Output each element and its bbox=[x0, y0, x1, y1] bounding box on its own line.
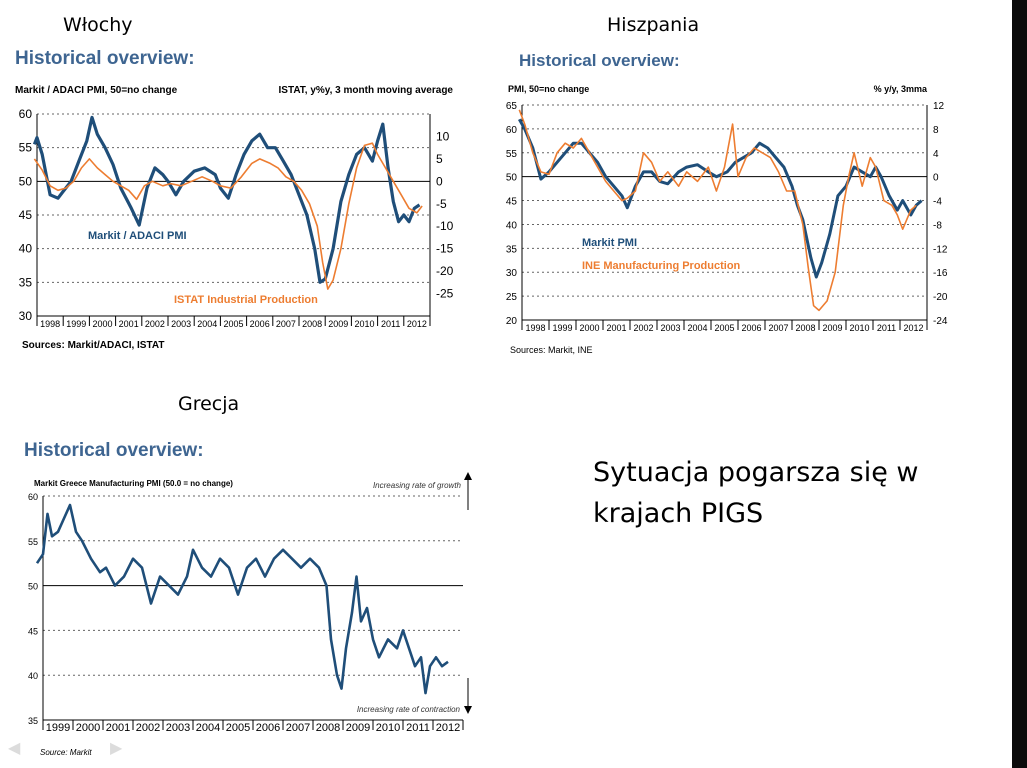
x-tick-label: 2009 bbox=[328, 319, 349, 329]
chart-source: Sources: Markit/ADACI, ISTAT bbox=[22, 340, 165, 351]
y-tick-label: 60 bbox=[27, 492, 38, 502]
x-tick-label: 2009 bbox=[345, 722, 371, 734]
annotation-growth: Increasing rate of growth bbox=[372, 481, 461, 490]
series-label-pmi: Markit PMI bbox=[582, 237, 638, 249]
x-tick-label: 2007 bbox=[768, 323, 789, 333]
x-tick-label: 2006 bbox=[741, 323, 762, 333]
y-tick-label: 60 bbox=[505, 124, 517, 136]
x-tick-label: 2003 bbox=[171, 319, 192, 329]
x-tick-label: 2001 bbox=[606, 323, 627, 333]
series-line-pmi bbox=[519, 119, 921, 277]
x-tick-label: 2010 bbox=[375, 722, 401, 734]
y2-tick-label: -16 bbox=[933, 268, 948, 280]
x-tick-label: 2000 bbox=[579, 323, 600, 333]
x-tick-label: 2004 bbox=[687, 323, 708, 333]
chart-title: Historical overview: bbox=[519, 51, 680, 70]
chart-italy bbox=[10, 40, 462, 358]
left-axis-label: Markit Greece Manufacturing PMI (50.0 = no change) bbox=[34, 479, 233, 488]
series-label-pmi: Markit / ADACI PMI bbox=[88, 230, 187, 242]
chart-title: Historical overview: bbox=[24, 440, 204, 461]
summary-line-1: Sytuacja pogarsza się w bbox=[593, 457, 919, 488]
x-tick-label: 2002 bbox=[144, 319, 165, 329]
x-tick-label: 2012 bbox=[435, 722, 461, 734]
series-label-production: ISTAT Industrial Production bbox=[174, 294, 318, 306]
y2-tick-label: 10 bbox=[436, 129, 450, 144]
chart-title: Historical overview: bbox=[15, 48, 195, 69]
y2-tick-label: -5 bbox=[436, 196, 447, 211]
y-tick-label: 45 bbox=[18, 208, 32, 222]
chart-source: Source: Markit bbox=[40, 748, 92, 757]
series-line-production bbox=[34, 143, 422, 289]
y-tick-label: 50 bbox=[505, 172, 517, 184]
y2-tick-label: 12 bbox=[933, 101, 945, 112]
y-tick-label: 35 bbox=[27, 716, 38, 726]
y-tick-label: 65 bbox=[505, 101, 517, 112]
x-tick-label: 2008 bbox=[795, 323, 816, 333]
label-italy: Włochy bbox=[63, 14, 133, 36]
y-tick-label: 45 bbox=[27, 626, 38, 637]
chart-panel-spain bbox=[502, 44, 952, 362]
y-tick-label: 30 bbox=[505, 268, 517, 280]
arrow-right-icon[interactable]: ▶ bbox=[110, 740, 123, 757]
x-tick-label: 2005 bbox=[225, 722, 251, 734]
x-tick-label: 2006 bbox=[255, 722, 281, 734]
y-tick-label: 40 bbox=[505, 220, 517, 232]
y-tick-label: 55 bbox=[27, 536, 38, 547]
arrow-down-icon bbox=[464, 706, 472, 714]
annotation-contraction: Increasing rate of contraction bbox=[356, 705, 460, 714]
y-tick-label: 20 bbox=[505, 316, 517, 327]
y2-tick-label: -20 bbox=[436, 264, 454, 279]
y2-tick-label: 0 bbox=[933, 172, 939, 184]
y-tick-label: 35 bbox=[18, 275, 32, 290]
y2-tick-label: -12 bbox=[933, 244, 948, 256]
x-tick-label: 2011 bbox=[381, 319, 401, 329]
y-tick-label: 50 bbox=[18, 174, 32, 189]
y-tick-label: 45 bbox=[505, 196, 517, 208]
x-tick-label: 2010 bbox=[849, 323, 870, 333]
x-tick-label: 1998 bbox=[40, 319, 61, 329]
label-greece: Grecja bbox=[178, 393, 240, 415]
y2-tick-label: -15 bbox=[436, 241, 454, 256]
left-axis-label: Markit / ADACI PMI, 50=no change bbox=[15, 85, 178, 96]
x-tick-label: 2010 bbox=[354, 319, 375, 329]
x-tick-label: 2004 bbox=[195, 722, 221, 734]
left-axis-label: PMI, 50=no change bbox=[508, 84, 590, 94]
chart-panel-greece bbox=[20, 432, 482, 764]
x-tick-label: 2007 bbox=[275, 319, 296, 329]
x-tick-label: 1998 bbox=[525, 323, 546, 333]
y2-tick-label: -10 bbox=[436, 219, 454, 234]
x-tick-label: 1999 bbox=[45, 722, 71, 734]
arrow-left-icon[interactable]: ◀ bbox=[8, 740, 21, 757]
y-tick-label: 55 bbox=[505, 148, 517, 160]
x-tick-label: 2007 bbox=[285, 722, 311, 734]
x-tick-label: 2001 bbox=[118, 319, 139, 329]
x-tick-label: 2002 bbox=[633, 323, 654, 333]
y-tick-label: 55 bbox=[18, 140, 32, 155]
x-tick-label: 2005 bbox=[714, 323, 735, 333]
y2-tick-label: 8 bbox=[933, 124, 939, 136]
y2-tick-label: -8 bbox=[933, 220, 942, 232]
y-tick-label: 40 bbox=[27, 671, 38, 682]
x-tick-label: 2011 bbox=[876, 323, 897, 333]
series-line-pmi bbox=[37, 505, 448, 693]
summary-text bbox=[593, 452, 993, 534]
x-tick-label: 2000 bbox=[75, 722, 101, 734]
x-tick-label: 1999 bbox=[552, 323, 573, 333]
summary-line-2: krajach PIGS bbox=[593, 498, 764, 529]
y2-tick-label: -24 bbox=[933, 316, 948, 327]
chart-source: Sources: Markit, INE bbox=[510, 345, 593, 355]
x-tick-label: 2003 bbox=[660, 323, 681, 333]
x-tick-label: 2011 bbox=[406, 722, 430, 734]
y2-tick-label: 0 bbox=[436, 174, 443, 189]
y2-tick-label: -25 bbox=[436, 286, 454, 301]
x-tick-label: 2001 bbox=[105, 722, 131, 734]
right-axis-label: % y/y, 3mma bbox=[873, 84, 927, 94]
x-tick-label: 1999 bbox=[66, 319, 87, 329]
y-tick-label: 50 bbox=[27, 581, 38, 592]
y-tick-label: 30 bbox=[18, 309, 32, 323]
x-tick-label: 2005 bbox=[223, 319, 244, 329]
y-tick-label: 60 bbox=[18, 107, 32, 121]
label-spain: Hiszpania bbox=[607, 14, 700, 36]
y2-tick-label: 4 bbox=[933, 148, 939, 160]
x-tick-label: 2009 bbox=[822, 323, 843, 333]
x-tick-label: 2012 bbox=[903, 323, 924, 333]
y-tick-label: 35 bbox=[505, 244, 517, 256]
y2-tick-label: -4 bbox=[933, 196, 942, 208]
chart-greece bbox=[20, 432, 482, 764]
chart-panel-italy bbox=[10, 40, 462, 358]
arrow-up-icon bbox=[464, 472, 472, 480]
window-edge bbox=[1012, 0, 1027, 768]
x-tick-label: 2003 bbox=[165, 722, 191, 734]
y-tick-label: 40 bbox=[18, 241, 32, 256]
x-tick-label: 2004 bbox=[197, 319, 218, 329]
right-axis-label: ISTAT, y%y, 3 month moving average bbox=[278, 85, 453, 96]
x-tick-label: 2006 bbox=[249, 319, 270, 329]
x-tick-label: 2000 bbox=[92, 319, 113, 329]
series-line-production bbox=[519, 110, 916, 311]
series-label-production: INE Manufacturing Production bbox=[582, 260, 741, 272]
x-tick-label: 2008 bbox=[315, 722, 341, 734]
x-tick-label: 2012 bbox=[406, 319, 427, 329]
series-line-pmi bbox=[34, 117, 419, 282]
x-tick-label: 2008 bbox=[302, 319, 323, 329]
x-tick-label: 2002 bbox=[135, 722, 161, 734]
y2-tick-label: 5 bbox=[436, 151, 443, 166]
y-tick-label: 25 bbox=[505, 292, 517, 304]
y2-tick-label: -20 bbox=[933, 292, 948, 304]
chart-spain bbox=[502, 44, 952, 362]
